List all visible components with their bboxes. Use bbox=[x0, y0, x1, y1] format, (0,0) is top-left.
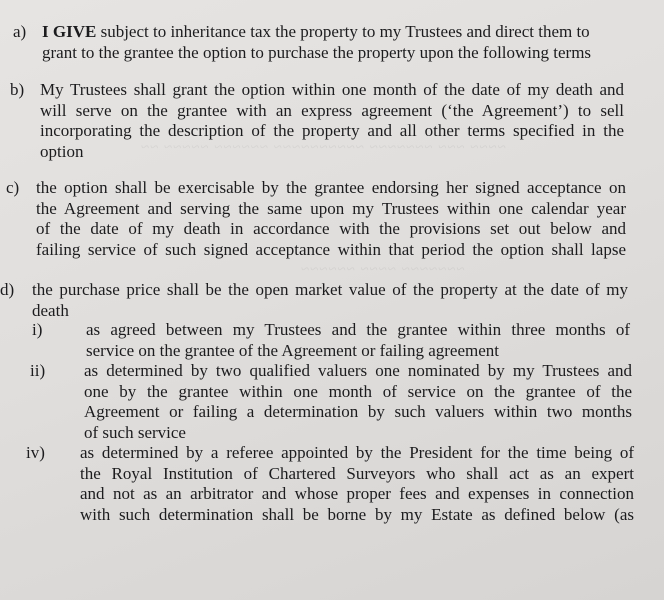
clause-b-line-1: My Trustees shall grant the option within one month of the date of my death and bbox=[40, 80, 624, 99]
clause-a-line-1: I GIVE subject to inheritance tax the property to my Trustees and direct them to bbox=[42, 22, 590, 41]
subclause-iv-line-2: the Royal Institution of Chartered Surveyors who shall act as an expert bbox=[80, 463, 634, 483]
subclause-iv-line-3: and not as an arbitrator and whose proper fees and expenses in connection bbox=[80, 484, 634, 503]
clause-c-line-4: failing service of such signed acceptance within that period the option shall lapse bbox=[36, 239, 626, 259]
clause-a-lead: I GIVE bbox=[42, 22, 97, 41]
subclause-ii-line-1: as determined by two qualified valuers one nominated by my Trustees and bbox=[84, 361, 632, 380]
clause-label: a) bbox=[13, 22, 27, 41]
clause-label: b) bbox=[10, 80, 25, 99]
clause-c-line-3: of the date of my death in accordance with the provisions set out below and bbox=[36, 219, 626, 238]
subclause-ii-line-4: of such service bbox=[84, 422, 186, 442]
show-through-text: ~~~~~~~ ~~~~ ~~~~~~ bbox=[300, 262, 465, 278]
clause-label: c) bbox=[6, 178, 20, 197]
clause-a-line-2: grant to the grantee the option to purchase the property upon the following terms bbox=[42, 42, 592, 62]
clause-label: d) bbox=[0, 280, 15, 299]
clause-d-line-1: the purchase price shall be the open market value of the property at the date of my bbox=[32, 280, 628, 299]
subclause-i-line-2: service on the grantee of the Agreement or failing agreement bbox=[86, 340, 500, 360]
clause-c-line-2: the Agreement and serving the same upon my Trustees within one calendar year bbox=[36, 198, 626, 218]
subclause-label: iv) bbox=[26, 443, 45, 462]
clause-b-line-4: option bbox=[40, 141, 84, 161]
subclause-iv-line-1: as determined by a referee appointed by the President for the time being of bbox=[80, 443, 634, 462]
subclause-i-line-1: as agreed between my Trustees and the grantee within three months of bbox=[86, 320, 630, 339]
show-through-text: ~~~~ ~~~ ~~~~~~~ ~~~~~~~~~~ ~~~~~~ ~~~~~ ~~ bbox=[140, 140, 506, 156]
subclause-label: ii) bbox=[30, 361, 46, 380]
clause-d-line-2: death bbox=[32, 300, 69, 320]
clause-b-line-3: incorporating the description of the property and all other terms specified in the bbox=[40, 121, 624, 140]
subclause-ii-line-3: Agreement or failing a determination by such valuers within two months bbox=[84, 402, 632, 421]
subclause-ii-line-2: one by the grantee within one month of service on the grantee of the bbox=[84, 381, 632, 401]
clause-c-line-1: the option shall be exercisable by the grantee endorsing her signed acceptance on bbox=[36, 178, 626, 197]
subclause-iv-line-4: with such determination shall be borne by my Estate as defined below (as bbox=[80, 504, 634, 524]
clause-b-line-2: will serve on the grantee with an express agreement (‘the Agreement’) to sell bbox=[40, 100, 624, 120]
subclause-label: i) bbox=[32, 320, 43, 339]
